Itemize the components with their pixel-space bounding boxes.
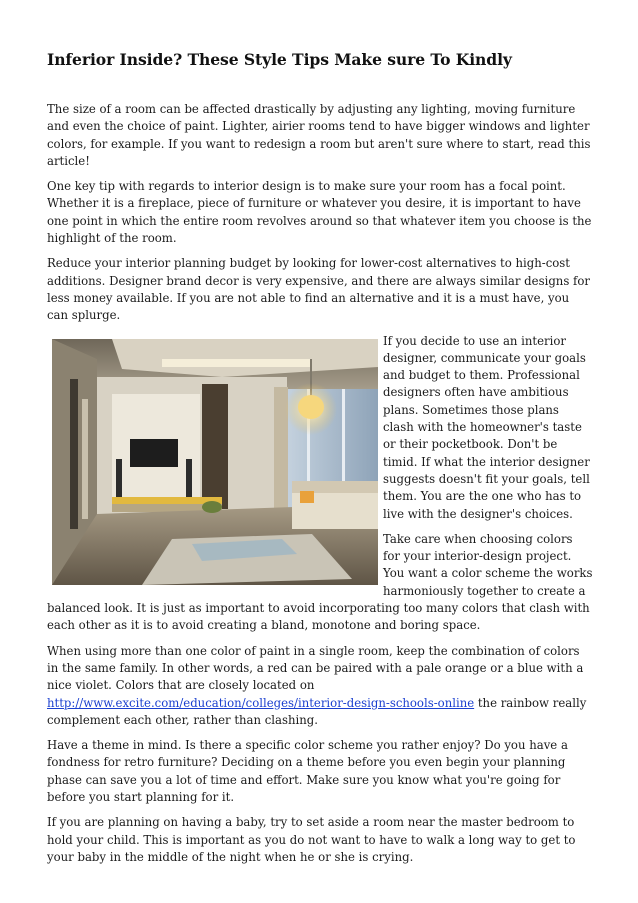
- paragraph-4: If you decide to use an interior designer, communicate your goals and budget to them. Professional designers often have ambitious plans. Sometimes those plans clash with the homeowner's taste or their pocketbook. Don't be timid. If what the interior designer suggests doesn't fit your goals, tell them. You are the one who has to live with the designer's choices.: [383, 333, 590, 521]
- paragraph-5: Take care when choosing colors for your interior-design project. You want a color scheme the works harmoniously together to create a balanced look. It is just as important to avoid incorporating too many colors that clash with each other as it is to avoid creating a bland, monotone and boring space.: [47, 531, 593, 633]
- paragraph-1: The size of a room can be affected drastically by adjusting any lighting, moving furniture and even the choice of paint. Lighter, airier rooms tend to have bigger windows and lighter colors, for example. If you want to redesign a room but aren't sure where to start, read this article!: [47, 102, 591, 168]
- living-room-photo: [47, 339, 383, 585]
- paragraph-6-start: When using more than one color of paint in a single room, keep the combination of colors in the same family. In other words, a red can be paired with a pale orange or a blue with a nice violet. Colors that are closely located on: [47, 643, 584, 693]
- interior-design-schools-link[interactable]: http://www.excite.com/education/colleges/interior-design-schools-online: [47, 695, 475, 710]
- page-title: Inferior Inside? These Style Tips Make sure To Kindly: [47, 50, 512, 69]
- article-body: [47, 101, 593, 874]
- paragraph-8: If you are planning on having a baby, try to set aside a room near the master bedroom to hold your child. This is important as you do not want to have to walk a long way to get to your baby in the middle of the night when he or she is crying.: [47, 815, 576, 864]
- paragraph-7: Have a theme in mind. Is there a specific color scheme you rather enjoy? Do you have a fondness for retro furniture? Deciding on a theme before you even begin your planning phase can save you a lot of time and effort. Make sure you know what you're going for before you start planning for it.: [47, 738, 568, 804]
- paragraph-2: One key tip with regards to interior design is to make sure your room has a focal point. Whether it is a fireplace, piece of furniture or whatever you desire, it is important to have one point in which the entire room revolves around so that whatever item you choose is the highlight of the room.: [47, 179, 592, 246]
- paragraph-6: [47, 643, 593, 729]
- paragraph-3: Reduce your interior planning budget by looking for lower-cost alternatives to high-cost additions. Designer brand decor is very expensive, and there are always similar designs for less money available. If you are not able to find an alternative and it is a must have, you can splurge.: [47, 256, 590, 323]
- paragraph-6-end: the rainbow really complement each other, rather than clashing.: [47, 695, 587, 727]
